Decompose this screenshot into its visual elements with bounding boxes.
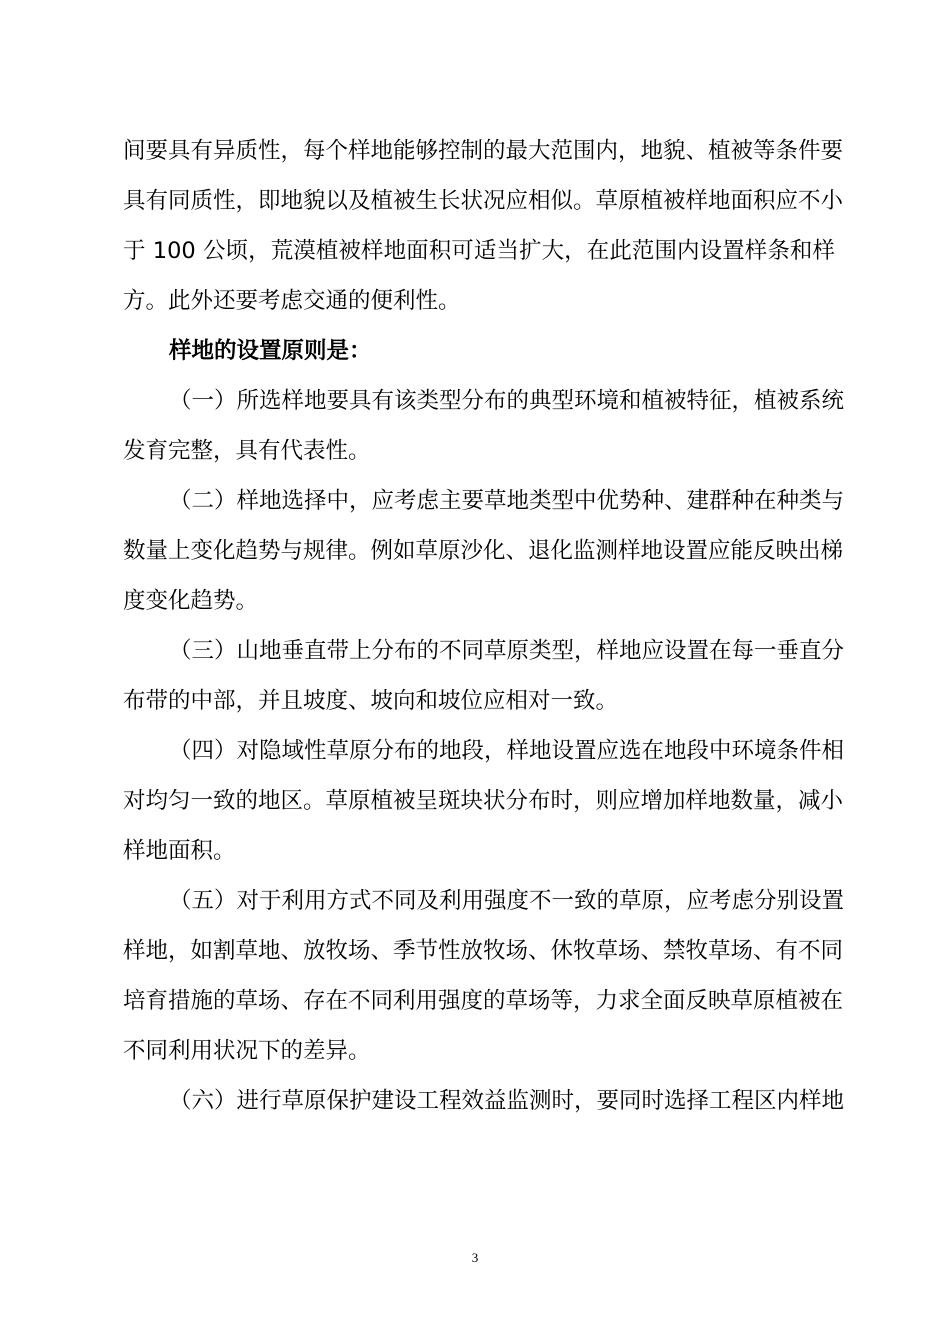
text-line-16: （五）对于利用方式不同及利用强度不一致的草原，应考虑分别设置 (169, 888, 845, 914)
text-line-1: 间要具有异质性，每个样地能够控制的最大范围内，地貌、植被等条件要 (123, 138, 844, 164)
text-line-8: （二）样地选择中，应考虑主要草地类型中优势种、建群种在种类与 (169, 488, 845, 514)
text-line-13: （四）对隐域性草原分布的地段，样地设置应选在地段中环境条件相 (169, 738, 845, 764)
text-line-7: 发育完整，具有代表性。 (123, 438, 371, 464)
text-line-20: （六）进行草原保护建设工程效益监测时，要同时选择工程区内样地 (169, 1088, 845, 1114)
text-line-14: 对均匀一致的地区。草原植被呈斑块状分布时，则应增加样地数量，减小 (123, 788, 844, 814)
section-heading: 样地的设置原则是： (169, 338, 372, 364)
text-line-10: 度变化趋势。 (123, 588, 259, 614)
text-line-2: 具有同质性，即地貌以及植被生长状况应相似。草原植被样地面积应不小 (123, 188, 844, 214)
page-number: 3 (471, 1250, 479, 1265)
text-line-15: 样地面积。 (123, 838, 236, 864)
text-line-6: （一）所选样地要具有该类型分布的典型环境和植被特征，植被系统 (169, 388, 845, 414)
text-line-3: 于 100 公顷，荒漠植被样地面积可适当扩大，在此范围内设置样条和样 (123, 238, 835, 264)
text-line-12: 布带的中部，并且坡度、坡向和坡位应相对一致。 (123, 688, 619, 714)
text-line-4: 方。此外还要考虑交通的便利性。 (123, 288, 461, 314)
text-line-9: 数量上变化趋势与规律。例如草原沙化、退化监测样地设置应能反映出梯 (123, 538, 844, 564)
body-text (123, 126, 845, 1126)
text-line-17: 样地，如割草地、放牧场、季节性放牧场、休牧草场、禁牧草场、有不同 (123, 938, 844, 964)
text-line-19: 不同利用状况下的差异。 (123, 1038, 371, 1064)
text-line-18: 培育措施的草场、存在不同利用强度的草场等，力求全面反映草原植被在 (123, 988, 844, 1014)
text-line-11: （三）山地垂直带上分布的不同草原类型，样地应设置在每一垂直分 (169, 638, 845, 664)
